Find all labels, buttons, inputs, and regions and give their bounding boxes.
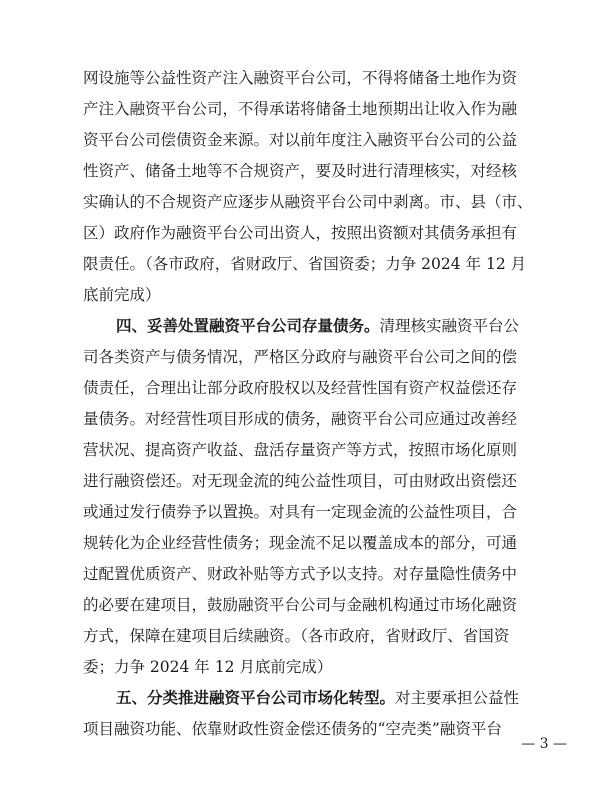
- text-line: 债责任，合理出让部分政府股权以及经营性国有资产权益偿还存: [83, 379, 518, 397]
- text-line: 实确认的不合规资产应逐步从融资平台公司中剥离。市、县（市、: [83, 193, 533, 211]
- text-line: 的必要在建项目，鼓励融资平台公司与金融机构通过市场化融资: [83, 596, 518, 614]
- text-line: 进行融资偿还。对无现金流的纯公益性项目，可由财政出资偿还: [83, 472, 518, 490]
- text-line: 量债务。对经营性项目形成的债务，融资平台公司应通过改善经: [83, 410, 518, 428]
- section-heading: 五、分类推进融资平台公司市场化转型。: [116, 689, 396, 707]
- text-line: 底前完成）: [83, 286, 161, 304]
- section-heading-line: [116, 684, 533, 712]
- section-heading-line: [116, 312, 533, 340]
- section-text: 对主要承担公益性: [395, 689, 520, 707]
- text-line: 区）政府作为融资平台公司出资人，按照出资额对其债务承担有: [83, 224, 518, 242]
- page-number: — 3 —: [521, 736, 567, 752]
- text-line: 营状况、提高资产收益、盘活存量资产等方式，按照市场化原则: [83, 441, 518, 459]
- text-line: 司各类资产与债务情况，严格区分政府与融资平台公司之间的偿: [83, 348, 518, 366]
- text-line: 资平台公司偿债资金来源。对以前年度注入融资平台公司的公益: [83, 131, 518, 149]
- text-line: 或通过发行债券予以置换。对具有一定现金流的公益性项目，合: [83, 503, 518, 521]
- text-line: 项目融资功能、依靠财政性资金偿还债务的“空壳类”融资平台: [83, 720, 502, 738]
- text-line: 网设施等公益性资产注入融资平台公司，不得将储备土地作为资: [83, 69, 518, 87]
- text-line: 方式，保障在建项目后续融资。（各市政府，省财政厅、省国资: [83, 627, 510, 645]
- text-line: 委；力争 2024 年 12 月底前完成）: [83, 658, 333, 676]
- text-line: 过配置优质资产、财政补贴等方式予以支持。对存量隐性债务中: [83, 565, 518, 583]
- text-line: 限责任。（各市政府，省财政厅、省国资委；力争 2024 年 12 月: [83, 255, 527, 273]
- section-heading: 四、妥善处置融资平台公司存量债务。: [116, 317, 380, 335]
- section-text: 清理核实融资平台公: [379, 317, 520, 335]
- text-line: 产注入融资平台公司，不得承诺将储备土地预期出让收入作为融: [83, 100, 518, 118]
- text-line: 性资产、储备土地等不合规资产，要及时进行清理核实，对经核: [83, 162, 518, 180]
- text-line: 规转化为企业经营性债务；现金流不足以覆盖成本的部分，可通: [83, 534, 518, 552]
